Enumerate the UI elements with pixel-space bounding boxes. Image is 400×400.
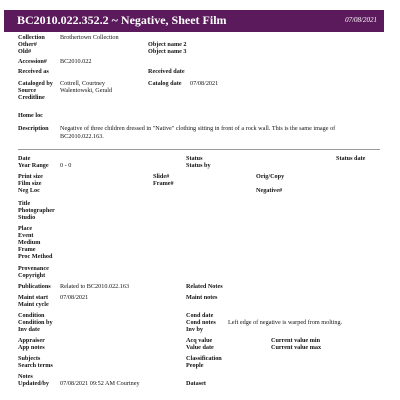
label-event: Event <box>18 232 34 239</box>
label-cond-date: Cond date <box>186 312 214 319</box>
label-place: Place <box>18 225 33 232</box>
label-classification: Classification <box>186 355 222 362</box>
label-search-terms: Search terms <box>18 362 53 369</box>
label-appraiser: Appraiser <box>18 337 45 344</box>
label-condition: Condition <box>18 312 45 319</box>
label-acq-value: Acq value <box>186 337 213 344</box>
label-old: Old# <box>18 48 32 55</box>
label-current-value-max: Current value max <box>271 344 322 351</box>
value-accession: BC2010.022 <box>60 58 92 65</box>
label-title: Title <box>18 200 31 207</box>
value-cond-notes: Left edge of negative is warped from molting. <box>228 319 343 326</box>
label-updated-by: Updated/by <box>18 380 49 387</box>
value-catalog-date: 07/08/2021 <box>190 80 219 87</box>
label-provenance: Provenance <box>18 265 49 272</box>
label-related-notes: Related Notes <box>186 283 223 290</box>
value-cataloged-by: Cottrell, Courtney <box>60 80 106 87</box>
label-slide: Slide# <box>153 173 170 180</box>
value-collection: Brothertown Collection <box>60 34 119 41</box>
record-date: 07/08/2021 <box>345 16 377 24</box>
label-people: People <box>186 362 204 369</box>
label-catalog-date: Catalog date <box>148 80 182 87</box>
label-received-as: Received as <box>18 68 49 75</box>
label-source: Source <box>18 87 37 94</box>
label-inv-date: Inv date <box>18 326 40 333</box>
label-maint-start: Maint start <box>18 294 49 301</box>
label-frame-num: Frame# <box>153 180 174 187</box>
record-header <box>4 10 384 32</box>
label-year-range: Year Range <box>18 162 49 169</box>
record-title: BC2010.022.352.2 ~ Negative, Sheet Film <box>17 13 227 27</box>
label-notes: Notes <box>18 373 33 380</box>
value-description: Negative of three children dressed in "Native" clothing sitting in front of a rock wall. This is the same image of BC2010.022.163. <box>60 125 336 140</box>
label-proc-method: Proc Method <box>18 253 53 260</box>
label-object-name-3: Object name 3 <box>148 48 187 55</box>
label-value-date: Value date <box>186 344 214 351</box>
label-description: Description <box>18 125 49 132</box>
label-film-size: Film size <box>18 180 42 187</box>
label-copyright: Copyright <box>18 272 46 279</box>
label-inv-by: Inv by <box>186 326 204 333</box>
separator <box>18 149 380 150</box>
label-current-value-min: Current value min <box>271 337 321 344</box>
label-frame: Frame <box>18 246 36 253</box>
label-date: Date <box>18 155 31 162</box>
value-maint-start: 07/08/2021 <box>60 294 89 301</box>
label-photographer: Photographer <box>18 207 55 214</box>
label-orig-copy: Orig/Copy <box>256 173 285 180</box>
label-home-loc: Home loc <box>18 112 43 119</box>
label-received-date: Received date <box>148 68 185 75</box>
label-collection: Collection <box>18 34 45 41</box>
label-publications: Publications <box>18 283 51 290</box>
label-dataset: Dataset <box>186 380 206 387</box>
label-cataloged-by: Cataloged by <box>18 80 53 87</box>
label-print-size: Print size <box>18 173 43 180</box>
label-app-notes: App notes <box>18 344 45 351</box>
label-status: Status <box>186 155 203 162</box>
label-studio: Studio <box>18 214 36 221</box>
label-condition-by: Condition by <box>18 319 53 326</box>
label-status-by: Status by <box>186 162 211 169</box>
label-maint-notes: Maint notes <box>186 294 218 301</box>
label-neg-loc: Neg Loc <box>18 187 40 194</box>
label-subjects: Subjects <box>18 355 41 362</box>
label-creditline: Creditline <box>18 94 45 101</box>
value-updated-by: 07/08/2021 09:52 AM Courtney <box>60 380 140 387</box>
label-negative: Negative# <box>256 187 283 194</box>
label-status-date: Status date <box>336 155 366 162</box>
value-publications: Related to BC2010.022.163 <box>60 283 130 290</box>
value-year-range: 0 - 0 <box>60 162 72 169</box>
label-cond-notes: Cond notes <box>186 319 216 326</box>
value-source: Walentowski, Gerald <box>60 87 113 94</box>
label-object-name-2: Object name 2 <box>148 41 187 48</box>
label-medium: Medium <box>18 239 41 246</box>
label-maint-cycle: Maint cycle <box>18 301 49 308</box>
label-accession: Accession# <box>18 58 47 65</box>
label-other: Other# <box>18 41 37 48</box>
